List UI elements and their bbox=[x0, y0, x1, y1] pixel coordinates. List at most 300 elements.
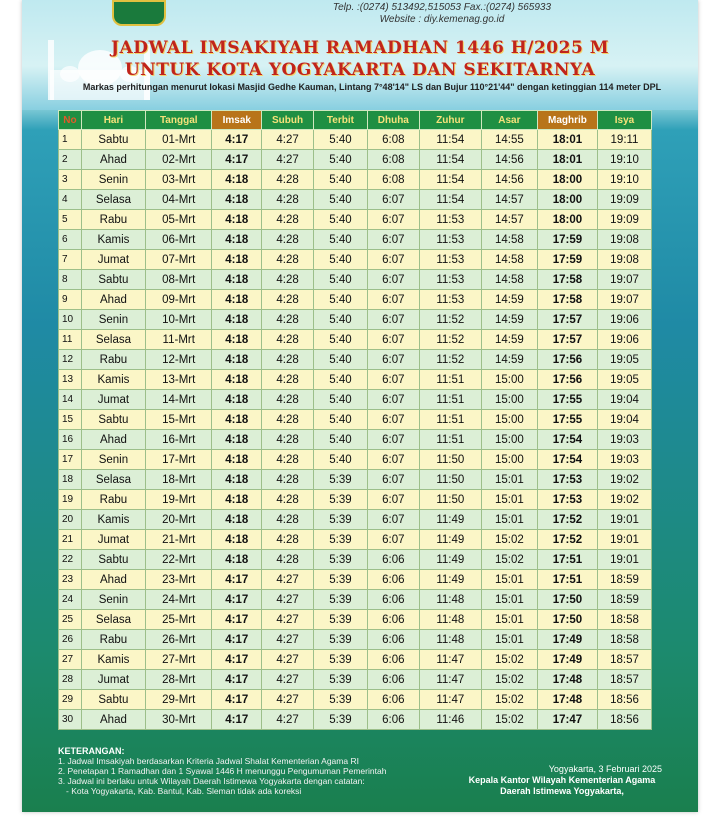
cell-dhuha: 6:06 bbox=[367, 610, 419, 630]
cell-maghrib: 17:55 bbox=[537, 390, 597, 410]
cell-terbit: 5:40 bbox=[313, 370, 367, 390]
cell-tanggal: 30-Mrt bbox=[146, 710, 212, 730]
cell-imsak: 4:18 bbox=[212, 390, 262, 410]
cell-zuhur: 11:54 bbox=[419, 190, 481, 210]
table-row bbox=[59, 370, 652, 390]
cell-zuhur: 11:52 bbox=[419, 350, 481, 370]
cell-hari: Selasa bbox=[81, 470, 145, 490]
cell-no: 21 bbox=[59, 530, 82, 550]
cell-zuhur: 11:54 bbox=[419, 170, 481, 190]
cell-tanggal: 17-Mrt bbox=[146, 450, 212, 470]
cell-subuh: 4:27 bbox=[262, 710, 314, 730]
table-row bbox=[59, 190, 652, 210]
cell-imsak: 4:18 bbox=[212, 210, 262, 230]
cell-dhuha: 6:07 bbox=[367, 370, 419, 390]
cell-isya: 19:03 bbox=[598, 430, 652, 450]
cell-hari: Sabtu bbox=[81, 130, 145, 150]
cell-asar: 14:57 bbox=[481, 210, 537, 230]
cell-isya: 19:08 bbox=[598, 250, 652, 270]
cell-isya: 19:10 bbox=[598, 150, 652, 170]
cell-subuh: 4:28 bbox=[262, 370, 314, 390]
cell-hari: Rabu bbox=[81, 350, 145, 370]
cell-zuhur: 11:50 bbox=[419, 470, 481, 490]
cell-dhuha: 6:06 bbox=[367, 690, 419, 710]
cell-maghrib: 17:57 bbox=[537, 310, 597, 330]
cell-hari: Ahad bbox=[81, 570, 145, 590]
table-row bbox=[59, 310, 652, 330]
cell-isya: 19:02 bbox=[598, 490, 652, 510]
cell-subuh: 4:28 bbox=[262, 490, 314, 510]
table-row bbox=[59, 590, 652, 610]
cell-imsak: 4:18 bbox=[212, 470, 262, 490]
cell-subuh: 4:27 bbox=[262, 610, 314, 630]
cell-tanggal: 10-Mrt bbox=[146, 310, 212, 330]
cell-no: 30 bbox=[59, 710, 82, 730]
cell-subuh: 4:28 bbox=[262, 550, 314, 570]
cell-tanggal: 24-Mrt bbox=[146, 590, 212, 610]
cell-subuh: 4:28 bbox=[262, 290, 314, 310]
cell-dhuha: 6:07 bbox=[367, 450, 419, 470]
cell-subuh: 4:28 bbox=[262, 310, 314, 330]
cell-asar: 15:01 bbox=[481, 570, 537, 590]
cell-imsak: 4:17 bbox=[212, 650, 262, 670]
cell-subuh: 4:28 bbox=[262, 430, 314, 450]
cell-maghrib: 17:53 bbox=[537, 490, 597, 510]
cell-dhuha: 6:08 bbox=[367, 130, 419, 150]
cell-imsak: 4:17 bbox=[212, 710, 262, 730]
cell-isya: 19:09 bbox=[598, 210, 652, 230]
cell-subuh: 4:27 bbox=[262, 590, 314, 610]
cell-maghrib: 17:53 bbox=[537, 470, 597, 490]
cell-terbit: 5:39 bbox=[313, 650, 367, 670]
cell-asar: 15:02 bbox=[481, 550, 537, 570]
table-row bbox=[59, 350, 652, 370]
cell-isya: 19:07 bbox=[598, 270, 652, 290]
cell-subuh: 4:27 bbox=[262, 570, 314, 590]
cell-no: 19 bbox=[59, 490, 82, 510]
cell-zuhur: 11:53 bbox=[419, 250, 481, 270]
cell-maghrib: 17:54 bbox=[537, 450, 597, 470]
cell-tanggal: 01-Mrt bbox=[146, 130, 212, 150]
table-row bbox=[59, 670, 652, 690]
cell-dhuha: 6:07 bbox=[367, 230, 419, 250]
table-row bbox=[59, 390, 652, 410]
cell-isya: 19:01 bbox=[598, 510, 652, 530]
table-row bbox=[59, 690, 652, 710]
signature-block bbox=[442, 764, 682, 797]
cell-zuhur: 11:52 bbox=[419, 310, 481, 330]
cell-no: 16 bbox=[59, 430, 82, 450]
cell-no: 10 bbox=[59, 310, 82, 330]
cell-zuhur: 11:50 bbox=[419, 450, 481, 470]
cell-maghrib: 18:00 bbox=[537, 190, 597, 210]
cell-terbit: 5:39 bbox=[313, 510, 367, 530]
cell-tanggal: 05-Mrt bbox=[146, 210, 212, 230]
table-row bbox=[59, 630, 652, 650]
cell-maghrib: 17:54 bbox=[537, 430, 597, 450]
cell-maghrib: 18:00 bbox=[537, 170, 597, 190]
cell-hari: Senin bbox=[81, 170, 145, 190]
cell-isya: 18:59 bbox=[598, 570, 652, 590]
cell-tanggal: 12-Mrt bbox=[146, 350, 212, 370]
cell-asar: 15:02 bbox=[481, 690, 537, 710]
cell-hari: Kamis bbox=[81, 230, 145, 250]
cell-asar: 15:00 bbox=[481, 370, 537, 390]
cell-isya: 19:02 bbox=[598, 470, 652, 490]
table-row bbox=[59, 230, 652, 250]
cell-subuh: 4:28 bbox=[262, 350, 314, 370]
cell-no: 8 bbox=[59, 270, 82, 290]
cell-no: 14 bbox=[59, 390, 82, 410]
table-row bbox=[59, 170, 652, 190]
cell-no: 27 bbox=[59, 650, 82, 670]
cell-isya: 18:59 bbox=[598, 590, 652, 610]
column-header-zuhur: Zuhur bbox=[419, 111, 481, 130]
cell-zuhur: 11:48 bbox=[419, 610, 481, 630]
cell-subuh: 4:28 bbox=[262, 470, 314, 490]
cell-tanggal: 22-Mrt bbox=[146, 550, 212, 570]
cell-tanggal: 03-Mrt bbox=[146, 170, 212, 190]
table-row bbox=[59, 550, 652, 570]
cell-subuh: 4:27 bbox=[262, 650, 314, 670]
cell-no: 22 bbox=[59, 550, 82, 570]
note-item: 2. Penetapan 1 Ramadhan dan 1 Syawal 1446 H menunggu Pengumuman Pemerintah bbox=[58, 766, 387, 776]
table-row bbox=[59, 130, 652, 150]
cell-tanggal: 20-Mrt bbox=[146, 510, 212, 530]
cell-terbit: 5:39 bbox=[313, 490, 367, 510]
cell-subuh: 4:28 bbox=[262, 190, 314, 210]
cell-tanggal: 02-Mrt bbox=[146, 150, 212, 170]
cell-tanggal: 27-Mrt bbox=[146, 650, 212, 670]
website-line: Website : diy.kemenag.go.id bbox=[379, 14, 505, 25]
cell-isya: 19:05 bbox=[598, 370, 652, 390]
cell-hari: Selasa bbox=[81, 610, 145, 630]
cell-zuhur: 11:53 bbox=[419, 290, 481, 310]
cell-asar: 15:00 bbox=[481, 450, 537, 470]
cell-dhuha: 6:07 bbox=[367, 270, 419, 290]
cell-dhuha: 6:07 bbox=[367, 530, 419, 550]
cell-tanggal: 08-Mrt bbox=[146, 270, 212, 290]
table-row bbox=[59, 210, 652, 230]
cell-tanggal: 06-Mrt bbox=[146, 230, 212, 250]
cell-asar: 15:02 bbox=[481, 530, 537, 550]
cell-maghrib: 17:52 bbox=[537, 530, 597, 550]
cell-terbit: 5:40 bbox=[313, 330, 367, 350]
cell-dhuha: 6:07 bbox=[367, 490, 419, 510]
cell-terbit: 5:40 bbox=[313, 290, 367, 310]
table-row bbox=[59, 250, 652, 270]
cell-imsak: 4:18 bbox=[212, 230, 262, 250]
cell-asar: 15:02 bbox=[481, 670, 537, 690]
cell-maghrib: 17:51 bbox=[537, 570, 597, 590]
cell-asar: 15:00 bbox=[481, 390, 537, 410]
cell-terbit: 5:39 bbox=[313, 690, 367, 710]
cell-hari: Sabtu bbox=[81, 690, 145, 710]
cell-asar: 14:59 bbox=[481, 350, 537, 370]
cell-no: 15 bbox=[59, 410, 82, 430]
table-row bbox=[59, 610, 652, 630]
cell-asar: 14:57 bbox=[481, 190, 537, 210]
cell-isya: 19:10 bbox=[598, 170, 652, 190]
kemenag-logo bbox=[112, 0, 166, 26]
cell-asar: 14:58 bbox=[481, 250, 537, 270]
cell-asar: 15:01 bbox=[481, 590, 537, 610]
cell-zuhur: 11:47 bbox=[419, 690, 481, 710]
contact-line: Telp. :(0274) 513492,515053 Fax.:(0274) 565933 bbox=[332, 2, 552, 13]
cell-terbit: 5:39 bbox=[313, 470, 367, 490]
cell-imsak: 4:18 bbox=[212, 250, 262, 270]
cell-dhuha: 6:06 bbox=[367, 630, 419, 650]
cell-tanggal: 28-Mrt bbox=[146, 670, 212, 690]
column-header-tanggal: Tanggal bbox=[146, 111, 212, 130]
cell-no: 9 bbox=[59, 290, 82, 310]
cell-imsak: 4:18 bbox=[212, 550, 262, 570]
cell-maghrib: 17:48 bbox=[537, 670, 597, 690]
table-row bbox=[59, 650, 652, 670]
cell-isya: 19:11 bbox=[598, 130, 652, 150]
cell-dhuha: 6:06 bbox=[367, 650, 419, 670]
table-row bbox=[59, 270, 652, 290]
signature-office-line2: Daerah Istimewa Yogyakarta, bbox=[500, 786, 624, 796]
cell-maghrib: 17:47 bbox=[537, 710, 597, 730]
cell-imsak: 4:17 bbox=[212, 670, 262, 690]
cell-hari: Rabu bbox=[81, 210, 145, 230]
cell-isya: 19:07 bbox=[598, 290, 652, 310]
table-row bbox=[59, 290, 652, 310]
table-body bbox=[59, 130, 652, 730]
cell-zuhur: 11:48 bbox=[419, 590, 481, 610]
cell-subuh: 4:28 bbox=[262, 510, 314, 530]
location-note: Markas perhitungan menurut lokasi Masjid Gedhe Kauman, Lintang 7°48'14" LS dan Bujur 110°21'44" dengan ketinggian 114 meter DPL bbox=[82, 82, 662, 92]
cell-hari: Ahad bbox=[81, 290, 145, 310]
cell-no: 2 bbox=[59, 150, 82, 170]
cell-asar: 14:56 bbox=[481, 150, 537, 170]
column-header-isya: Isya bbox=[598, 111, 652, 130]
cell-zuhur: 11:54 bbox=[419, 130, 481, 150]
cell-imsak: 4:18 bbox=[212, 350, 262, 370]
cell-hari: Jumat bbox=[81, 250, 145, 270]
cell-terbit: 5:39 bbox=[313, 610, 367, 630]
cell-maghrib: 17:48 bbox=[537, 690, 597, 710]
cell-imsak: 4:18 bbox=[212, 310, 262, 330]
column-header-dhuha: Dhuha bbox=[367, 111, 419, 130]
note-item: - Kota Yogyakarta, Kab. Bantul, Kab. Sleman tidak ada koreksi bbox=[66, 786, 302, 796]
cell-isya: 19:01 bbox=[598, 530, 652, 550]
cell-zuhur: 11:49 bbox=[419, 530, 481, 550]
cell-asar: 14:58 bbox=[481, 270, 537, 290]
cell-hari: Ahad bbox=[81, 710, 145, 730]
cell-dhuha: 6:07 bbox=[367, 410, 419, 430]
cell-dhuha: 6:06 bbox=[367, 550, 419, 570]
cell-subuh: 4:28 bbox=[262, 390, 314, 410]
cell-isya: 19:04 bbox=[598, 410, 652, 430]
cell-no: 25 bbox=[59, 610, 82, 630]
cell-no: 28 bbox=[59, 670, 82, 690]
cell-isya: 19:09 bbox=[598, 190, 652, 210]
cell-tanggal: 04-Mrt bbox=[146, 190, 212, 210]
cell-hari: Kamis bbox=[81, 510, 145, 530]
cell-no: 5 bbox=[59, 210, 82, 230]
cell-hari: Senin bbox=[81, 450, 145, 470]
cell-tanggal: 18-Mrt bbox=[146, 470, 212, 490]
cell-asar: 15:02 bbox=[481, 710, 537, 730]
cell-isya: 18:58 bbox=[598, 610, 652, 630]
cell-terbit: 5:40 bbox=[313, 270, 367, 290]
cell-terbit: 5:39 bbox=[313, 550, 367, 570]
cell-imsak: 4:17 bbox=[212, 590, 262, 610]
cell-terbit: 5:39 bbox=[313, 670, 367, 690]
cell-zuhur: 11:51 bbox=[419, 410, 481, 430]
cell-tanggal: 29-Mrt bbox=[146, 690, 212, 710]
cell-dhuha: 6:06 bbox=[367, 670, 419, 690]
cell-dhuha: 6:08 bbox=[367, 170, 419, 190]
cell-asar: 15:01 bbox=[481, 630, 537, 650]
cell-no: 23 bbox=[59, 570, 82, 590]
cell-maghrib: 18:01 bbox=[537, 150, 597, 170]
cell-no: 4 bbox=[59, 190, 82, 210]
table-row bbox=[59, 490, 652, 510]
cell-zuhur: 11:46 bbox=[419, 710, 481, 730]
signature-office-line1: Kepala Kantor Wilayah Kementerian Agama bbox=[468, 775, 656, 785]
table-row bbox=[59, 430, 652, 450]
cell-dhuha: 6:07 bbox=[367, 330, 419, 350]
cell-hari: Sabtu bbox=[81, 550, 145, 570]
cell-isya: 19:06 bbox=[598, 310, 652, 330]
cell-zuhur: 11:54 bbox=[419, 150, 481, 170]
cell-zuhur: 11:49 bbox=[419, 570, 481, 590]
cell-imsak: 4:17 bbox=[212, 130, 262, 150]
cell-asar: 14:58 bbox=[481, 230, 537, 250]
cell-hari: Rabu bbox=[81, 630, 145, 650]
cell-no: 18 bbox=[59, 470, 82, 490]
cell-asar: 15:00 bbox=[481, 430, 537, 450]
page-subtitle: UNTUK KOTA YOGYAKARTA DAN SEKITARNYA bbox=[124, 60, 596, 80]
cell-imsak: 4:17 bbox=[212, 630, 262, 650]
cell-terbit: 5:39 bbox=[313, 630, 367, 650]
cell-imsak: 4:18 bbox=[212, 370, 262, 390]
cell-tanggal: 15-Mrt bbox=[146, 410, 212, 430]
signature-date: Yogyakarta, 3 Februari 2025 bbox=[548, 764, 662, 774]
notes-heading: KETERANGAN: bbox=[58, 746, 125, 756]
cell-terbit: 5:40 bbox=[313, 230, 367, 250]
cell-zuhur: 11:52 bbox=[419, 330, 481, 350]
cell-dhuha: 6:07 bbox=[367, 510, 419, 530]
cell-asar: 15:01 bbox=[481, 510, 537, 530]
cell-hari: Sabtu bbox=[81, 410, 145, 430]
cell-hari: Senin bbox=[81, 310, 145, 330]
cell-dhuha: 6:07 bbox=[367, 310, 419, 330]
cell-subuh: 4:28 bbox=[262, 410, 314, 430]
cell-imsak: 4:17 bbox=[212, 690, 262, 710]
cell-imsak: 4:18 bbox=[212, 430, 262, 450]
cell-imsak: 4:18 bbox=[212, 490, 262, 510]
table-row bbox=[59, 150, 652, 170]
cell-imsak: 4:18 bbox=[212, 270, 262, 290]
cell-no: 7 bbox=[59, 250, 82, 270]
cell-maghrib: 17:52 bbox=[537, 510, 597, 530]
cell-asar: 15:01 bbox=[481, 610, 537, 630]
cell-dhuha: 6:07 bbox=[367, 290, 419, 310]
note-item: 1. Jadwal Imsakiyah berdasarkan Kriteria Jadwal Shalat Kementerian Agama RI bbox=[58, 756, 359, 766]
cell-hari: Jumat bbox=[81, 390, 145, 410]
cell-zuhur: 11:51 bbox=[419, 430, 481, 450]
cell-subuh: 4:27 bbox=[262, 130, 314, 150]
column-header-terbit: Terbit bbox=[313, 111, 367, 130]
cell-dhuha: 6:07 bbox=[367, 190, 419, 210]
cell-isya: 19:03 bbox=[598, 450, 652, 470]
cell-dhuha: 6:08 bbox=[367, 150, 419, 170]
cell-terbit: 5:40 bbox=[313, 450, 367, 470]
page-title: JADWAL IMSAKIYAH RAMADHAN 1446 H/2025 M bbox=[110, 38, 610, 58]
cell-terbit: 5:39 bbox=[313, 530, 367, 550]
table-row bbox=[59, 570, 652, 590]
cell-subuh: 4:27 bbox=[262, 630, 314, 650]
cell-imsak: 4:17 bbox=[212, 610, 262, 630]
column-header-maghrib: Maghrib bbox=[537, 111, 597, 130]
cell-maghrib: 17:55 bbox=[537, 410, 597, 430]
cell-hari: Kamis bbox=[81, 650, 145, 670]
cell-zuhur: 11:48 bbox=[419, 630, 481, 650]
cell-imsak: 4:17 bbox=[212, 150, 262, 170]
cell-terbit: 5:40 bbox=[313, 350, 367, 370]
cell-tanggal: 09-Mrt bbox=[146, 290, 212, 310]
cell-terbit: 5:40 bbox=[313, 390, 367, 410]
cell-hari: Senin bbox=[81, 590, 145, 610]
cell-zuhur: 11:49 bbox=[419, 510, 481, 530]
schedule-poster bbox=[22, 0, 698, 812]
cell-isya: 19:08 bbox=[598, 230, 652, 250]
cell-dhuha: 6:07 bbox=[367, 430, 419, 450]
cell-terbit: 5:40 bbox=[313, 310, 367, 330]
cell-maghrib: 17:51 bbox=[537, 550, 597, 570]
cell-isya: 18:57 bbox=[598, 650, 652, 670]
table-row bbox=[59, 470, 652, 490]
table-header-row bbox=[59, 111, 652, 130]
cell-zuhur: 11:53 bbox=[419, 270, 481, 290]
cell-maghrib: 17:49 bbox=[537, 630, 597, 650]
table-row bbox=[59, 510, 652, 530]
cell-isya: 18:56 bbox=[598, 690, 652, 710]
column-header-subuh: Subuh bbox=[262, 111, 314, 130]
cell-asar: 15:01 bbox=[481, 470, 537, 490]
cell-subuh: 4:28 bbox=[262, 450, 314, 470]
cell-imsak: 4:18 bbox=[212, 190, 262, 210]
cell-hari: Selasa bbox=[81, 190, 145, 210]
cell-hari: Kamis bbox=[81, 370, 145, 390]
cell-no: 3 bbox=[59, 170, 82, 190]
cell-terbit: 5:40 bbox=[313, 410, 367, 430]
column-header-imsak: Imsak bbox=[212, 111, 262, 130]
cell-hari: Selasa bbox=[81, 330, 145, 350]
cell-isya: 18:58 bbox=[598, 630, 652, 650]
cell-tanggal: 25-Mrt bbox=[146, 610, 212, 630]
cell-tanggal: 19-Mrt bbox=[146, 490, 212, 510]
cell-subuh: 4:27 bbox=[262, 150, 314, 170]
cell-subuh: 4:28 bbox=[262, 250, 314, 270]
cell-terbit: 5:40 bbox=[313, 170, 367, 190]
cell-imsak: 4:18 bbox=[212, 510, 262, 530]
cell-hari: Ahad bbox=[81, 150, 145, 170]
cell-isya: 19:06 bbox=[598, 330, 652, 350]
cell-subuh: 4:28 bbox=[262, 170, 314, 190]
cell-maghrib: 17:57 bbox=[537, 330, 597, 350]
cell-asar: 15:01 bbox=[481, 490, 537, 510]
cell-maghrib: 17:59 bbox=[537, 250, 597, 270]
cell-isya: 19:04 bbox=[598, 390, 652, 410]
cell-maghrib: 17:58 bbox=[537, 270, 597, 290]
cell-terbit: 5:39 bbox=[313, 590, 367, 610]
cell-tanggal: 07-Mrt bbox=[146, 250, 212, 270]
